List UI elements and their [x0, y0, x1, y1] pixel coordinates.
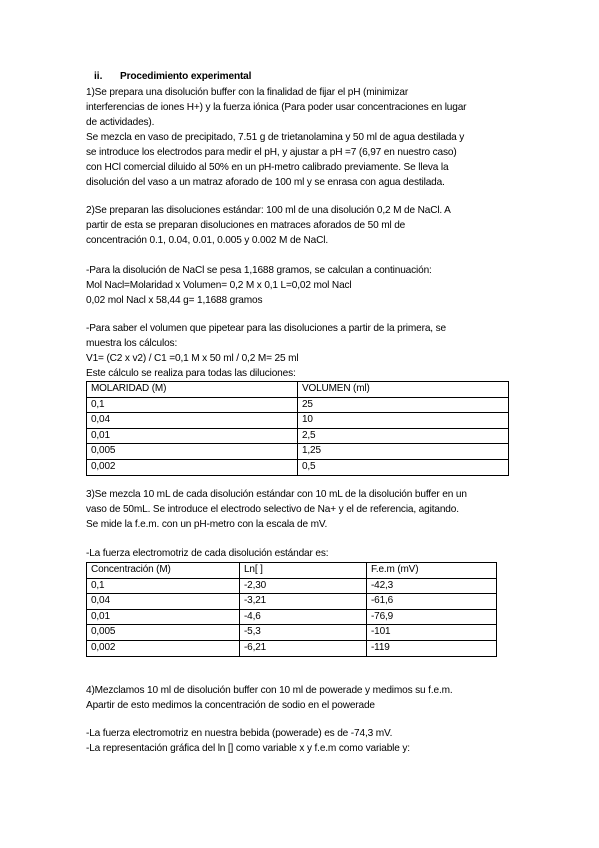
table-row: [87, 459, 509, 475]
paragraph-line: -Para saber el volumen que pipetear para las disoluciones a partir de la primera, se: [86, 323, 446, 334]
paragraph-line: disolución del vaso a un matraz aforado de 100 ml y se enrasa con agua destilada.: [86, 177, 445, 188]
table-cell: -76,9: [367, 609, 497, 625]
paragraph-line: -La fuerza electromotriz de cada disolución estándar es:: [86, 548, 329, 559]
paragraph-line: 1)Se prepara una disolución buffer con la finalidad de fijar el pH (minimizar: [86, 87, 409, 98]
table-row: [87, 428, 509, 444]
table-cell: 0,002: [87, 459, 298, 475]
table-cell: 10: [298, 413, 509, 429]
paragraph-line: 3)Se mezcla 10 mL de cada disolución estándar con 10 mL de la disolución buffer en un: [86, 489, 467, 500]
paragraph-line: 2)Se preparan las disoluciones estándar: 100 ml de una disolución 0,2 M de NaCl. A: [86, 205, 451, 216]
paragraph-line: vaso de 50mL. Se introduce el electrodo selectivo de Na+ y el de referencia, agitando.: [86, 504, 459, 515]
paragraph-line: Se mezcla en vaso de precipitado, 7.51 g de trietanolamina y 50 ml de agua destilada y: [86, 132, 465, 143]
paragraph-line: concentración 0.1, 0.04, 0.01, 0.005 y 0.002 M de NaCl.: [86, 235, 329, 246]
table-row: [87, 625, 497, 641]
table-header-row: [87, 382, 509, 398]
dilution-volume-table: [86, 381, 509, 476]
emf-measurement-table: [86, 562, 497, 657]
paragraph-line: -La fuerza electromotriz en nuestra bebida (powerade) es de -74,3 mV.: [86, 728, 393, 739]
table-cell: 0,005: [87, 444, 298, 460]
table-row: [87, 640, 497, 656]
paragraph-line: se introduce los electrodos para medir el pH, y ajustar a pH =7 (6,97 en nuestro caso): [86, 147, 457, 158]
table-header-cell: MOLARIDAD (M): [87, 382, 298, 398]
table-cell: -3,21: [240, 594, 367, 610]
table-cell: -2,30: [240, 578, 367, 594]
paragraph-line: Mol Nacl=Molaridad x Volumen= 0,2 M x 0,1 L=0,02 mol Nacl: [86, 280, 352, 291]
table-header-cell: Concentración (M): [87, 563, 240, 579]
table-cell: 0,5: [298, 459, 509, 475]
table-cell: 0,1: [87, 578, 240, 594]
table-cell: 0,04: [87, 413, 298, 429]
paragraph-line: Se mide la f.e.m. con un pH-metro con la escala de mV.: [86, 519, 328, 530]
table-cell: 1,25: [298, 444, 509, 460]
table-cell: 0,005: [87, 625, 240, 641]
table-cell: 2,5: [298, 428, 509, 444]
table-header-row: [87, 563, 497, 579]
table-cell: 0,01: [87, 609, 240, 625]
table-cell: -5,3: [240, 625, 367, 641]
paragraph-line: de actividades).: [86, 117, 155, 128]
table-cell: -101: [367, 625, 497, 641]
table-row: [87, 413, 509, 429]
paragraph-line: con HCl comercial diluido al 50% en un pH-metro calibrado previamente. Se lleva la: [86, 162, 449, 173]
paragraph-line: Este cálculo se realiza para todas las diluciones:: [86, 368, 296, 379]
paragraph-line: muestra los cálculos:: [86, 338, 178, 349]
table-cell: 0,04: [87, 594, 240, 610]
table-header-cell: Ln[ ]: [240, 563, 367, 579]
table-header-cell: VOLUMEN (ml): [298, 382, 509, 398]
paragraph-line: -Para la disolución de NaCl se pesa 1,1688 gramos, se calculan a continuación:: [86, 265, 432, 276]
section-number: ii.: [94, 71, 103, 82]
table-cell: -4,6: [240, 609, 367, 625]
table-header-cell: F.e.m (mV): [367, 563, 497, 579]
paragraph-line: 4)Mezclamos 10 ml de disolución buffer con 10 ml de powerade y medimos su f.e.m.: [86, 685, 453, 696]
table-row: [87, 594, 497, 610]
table-cell: 0,01: [87, 428, 298, 444]
table-row: [87, 609, 497, 625]
table-cell: -119: [367, 640, 497, 656]
table-cell: -61,6: [367, 594, 497, 610]
paragraph-line: Apartir de esto medimos la concentración de sodio en el powerade: [86, 700, 375, 711]
table-cell: 0,1: [87, 397, 298, 413]
table-row: [87, 397, 509, 413]
table-cell: -6,21: [240, 640, 367, 656]
paragraph-line: -La representación gráfica del ln [] como variable x y f.e.m como variable y:: [86, 743, 410, 754]
table-row: [87, 444, 509, 460]
paragraph-line: V1= (C2 x v2) / C1 =0,1 M x 50 ml / 0,2 M= 25 ml: [86, 353, 299, 364]
paragraph-line: 0,02 mol Nacl x 58,44 g= 1,1688 gramos: [86, 295, 263, 306]
table-cell: 25: [298, 397, 509, 413]
table-cell: 0,002: [87, 640, 240, 656]
paragraph-line: partir de esta se preparan disoluciones en matraces aforados de 50 ml de: [86, 220, 406, 231]
table-cell: -42,3: [367, 578, 497, 594]
section-title: Procedimiento experimental: [120, 71, 252, 82]
table-row: [87, 578, 497, 594]
paragraph-line: interferencias de iones H+) y la fuerza iónica (Para poder usar concentraciones en lugar: [86, 102, 467, 113]
